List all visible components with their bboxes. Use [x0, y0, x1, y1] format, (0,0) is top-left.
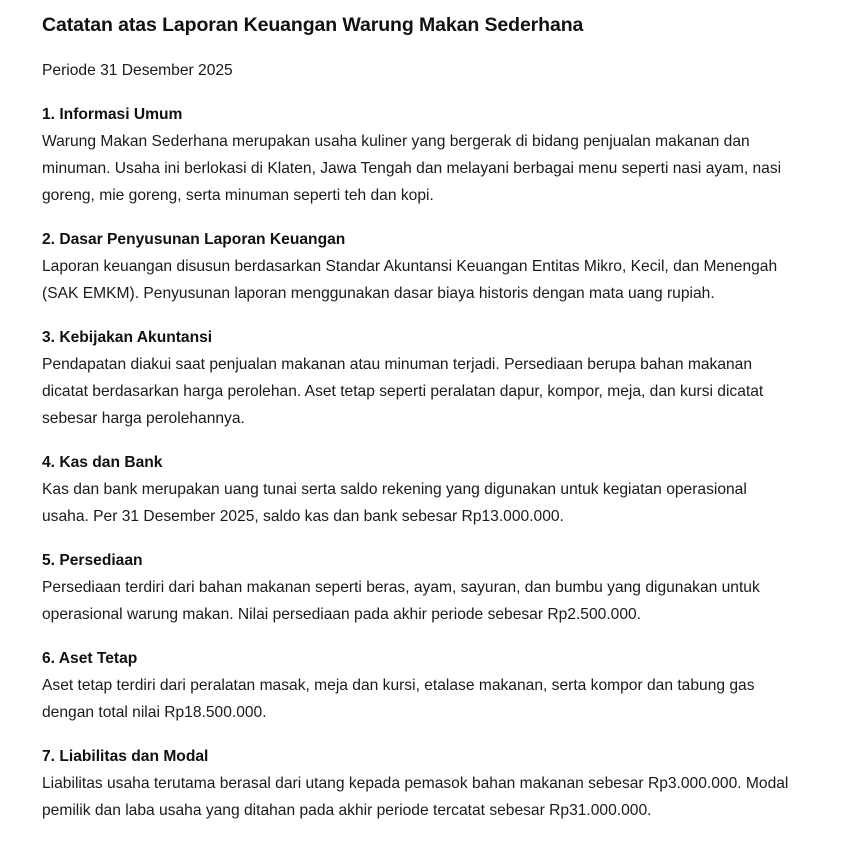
page-title: Catatan atas Laporan Keuangan Warung Makan Sederhana — [42, 14, 584, 36]
section-heading: 1. Informasi Umum — [42, 106, 183, 123]
section-body: Pendapatan diakui saat penjualan makanan atau minuman terjadi. Persediaan berupa bahan makanan dicatat berdasarkan harga perolehan. Aset tetap seperti peralatan dapur, kompor, meja, dan kursi dicatat sebesar harga perolehannya. — [42, 356, 764, 427]
section-dasar-penyusunan — [42, 209, 795, 307]
section-body: Persediaan terdiri dari bahan makanan seperti beras, ayam, sayuran, dan bumbu yang digunakan untuk operasional warung makan. Nilai persediaan pada akhir periode sebesar Rp2.500.000. — [42, 579, 760, 623]
section-heading: 3. Kebijakan Akuntansi — [42, 329, 213, 346]
section-heading: 4. Kas dan Bank — [42, 454, 163, 471]
section-heading: 5. Persediaan — [42, 552, 143, 569]
section-aset-tetap — [42, 628, 795, 726]
section-body: Kas dan bank merupakan uang tunai serta saldo rekening yang digunakan untuk kegiatan operasional usaha. Per 31 Desember 2025, saldo kas dan bank sebesar Rp13.000.000. — [42, 481, 747, 525]
section-liabilitas-dan-modal — [42, 726, 795, 824]
section-body: Laporan keuangan disusun berdasarkan Standar Akuntansi Keuangan Entitas Mikro, Kecil, dan Menengah (SAK EMKM). Penyusunan laporan menggunakan dasar biaya historis dengan mata uang rupiah. — [42, 258, 778, 302]
section-informasi-umum — [42, 84, 795, 209]
section-body: Liabilitas usaha terutama berasal dari utang kepada pemasok bahan makanan sebesar Rp3.000.000. Modal pemilik dan laba usaha yang ditahan pada akhir periode tercatat sebesar Rp31.000.000. — [42, 775, 789, 819]
section-body: Warung Makan Sederhana merupakan usaha kuliner yang bergerak di bidang penjualan makanan dan minuman. Usaha ini berlokasi di Klaten, Jawa Tengah dan melayani berbagai menu seperti nasi ayam, nasi goreng, mie goreng, serta minuman seperti teh dan kopi. — [42, 133, 782, 204]
section-heading: 2. Dasar Penyusunan Laporan Keuangan — [42, 231, 346, 248]
section-kebijakan-akuntansi — [42, 307, 795, 432]
report-period: Periode 31 Desember 2025 — [42, 62, 233, 79]
section-body: Aset tetap terdiri dari peralatan masak, meja dan kursi, etalase makanan, serta kompor dan tabung gas dengan total nilai Rp18.500.000. — [42, 677, 755, 721]
section-heading: 6. Aset Tetap — [42, 650, 138, 667]
section-kas-dan-bank — [42, 432, 795, 530]
section-persediaan — [42, 530, 795, 628]
section-heading: 7. Liabilitas dan Modal — [42, 748, 209, 765]
